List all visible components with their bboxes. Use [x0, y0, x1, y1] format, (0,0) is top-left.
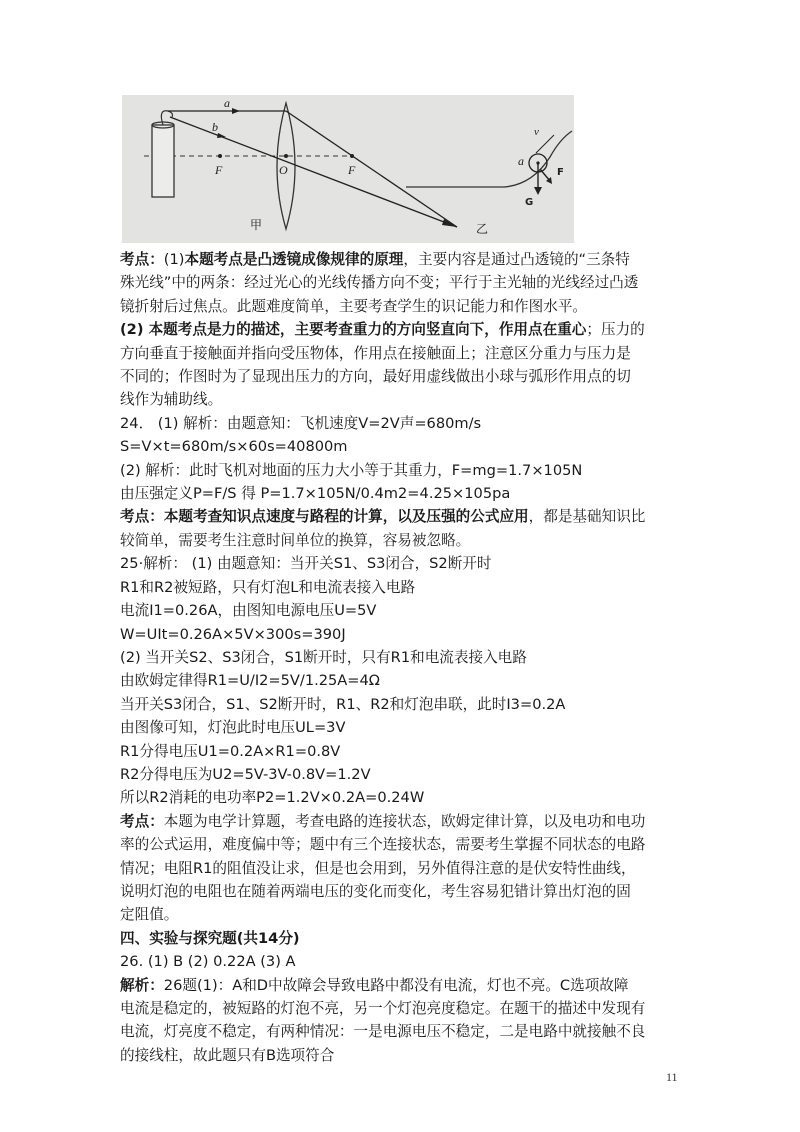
- section-heading: 四、实验与探究题(共14分): [120, 929, 300, 947]
- object-cylinder: [152, 125, 174, 197]
- page-number: 11: [666, 1070, 678, 1084]
- text-line: 殊光线”中的两条：经过光心的光线传播方向不变；平行于主光轴的光线经过凸透: [120, 274, 639, 292]
- text-line: R2分得电压为U2=5V-3V-0.8V=1.2V: [120, 765, 371, 783]
- text-line: 解析：26题(1)：A和D中故障会导致电路中都没有电流，灯也不亮。C选项故障: [120, 976, 629, 994]
- text-line: 电流是稳定的，被短路的灯泡不亮，另一个灯泡亮度稳定。在题干的描述中发现有: [120, 1000, 646, 1017]
- label-figure-yi: 乙: [476, 222, 489, 236]
- text-line: 当开关S3闭合，S1、S2断开时，R1、R2和灯泡串联，此时I3=0.2A: [120, 695, 566, 713]
- focal-point-left: [218, 154, 222, 158]
- text-line: R1和R2被短路，只有灯泡L和电流表接入电路: [120, 578, 416, 596]
- text-line: 26. (1) B (2) 0.22A (3) A: [120, 953, 296, 971]
- text-line: 的接线柱，故此题只有B选项符合: [120, 1046, 335, 1064]
- text-line: S=V×t=680m/s×60s=40800m: [120, 438, 348, 456]
- text-line: (2) 解析：此时飞机对地面的压力大小等于其重力，F=mg=1.7×105N: [120, 461, 583, 479]
- focal-point-right: [350, 154, 354, 158]
- text-line: 不同的；作图时为了显现出压力的方向，最好用虚线做出小球与弧形作用点的切: [120, 368, 631, 386]
- label-ball-a: a: [518, 154, 524, 168]
- text-line: 率的公式运用，难度偏中等；题中有三个连接状态，需要考生掌握不同状态的电路: [120, 836, 646, 854]
- text-line: 电流，灯亮度不稳定，有两种情况：一是电源电压不稳定，二是电路中就接触不良: [120, 1023, 646, 1041]
- text-line: 由欧姆定律得R1=U/I2=5V/1.25A=4Ω: [120, 672, 380, 690]
- text-line: 考点：本题考查知识点速度与路程的计算，以及压强的公式应用，都是基础知识比: [120, 508, 646, 526]
- label-focal-right: F: [348, 163, 356, 177]
- optical-center: [284, 154, 288, 158]
- text-line: (2) 本题考点是力的描述，主要考查重力的方向竖直向下，作用点在重心；压力的: [120, 321, 645, 339]
- text-line: 较简单，需要考生注意时间单位的换算，容易被忽略。: [120, 531, 471, 549]
- answer-text: [120, 248, 680, 1067]
- text-line: 说明灯泡的电阻也在随着两端电压的变化而变化，考生容易犯错计算出灯泡的固: [120, 882, 631, 900]
- physics-diagram-photo: [122, 95, 574, 243]
- text-line: 由图像可知，灯泡此时电压UL=3V: [120, 719, 346, 737]
- label-velocity-v: v: [534, 126, 539, 138]
- text-line: 线作为辅助线。: [120, 391, 223, 409]
- text-line: 考点：(1)本题考点是凸透镜成像规律的原理，主要内容是通过凸透镜的“三条特: [120, 251, 630, 268]
- label-figure-jia: 甲: [250, 218, 263, 232]
- label-gravity-g: G: [525, 197, 534, 208]
- text-line: 由压强定义P=F/S 得 P=1.7×105N/0.4m2=4.25×105pa: [120, 485, 511, 503]
- ray-a-refracted: [286, 111, 457, 227]
- label-focal-left: F: [215, 163, 223, 177]
- text-line: 定阻值。: [120, 906, 179, 924]
- text-line: 25·解析： (1) 由题意知：当开关S1、S3闭合，S2断开时: [120, 555, 492, 573]
- text-line: 24． (1) 解析：由题意知：飞机速度V=2V声=680m/s: [120, 414, 482, 432]
- text-line: (2) 当开关S2、S3闭合，S1断开时，只有R1和电流表接入电路: [120, 648, 527, 666]
- text-line: 所以R2消耗的电功率P2=1.2V×0.2A=0.24W: [120, 789, 425, 807]
- label-center-o: O: [279, 163, 288, 177]
- image-arrowhead: [442, 219, 457, 227]
- text-line: 方向垂直于接触面并指向受压物体，作用点在接触面上；注意区分重力与压力是: [120, 344, 631, 362]
- label-force-f: F: [557, 167, 564, 178]
- text-line: W=UIt=0.26A×5V×300s=390J: [120, 625, 346, 643]
- text-line: 镜折射后过焦点。此题难度简单，主要考查学生的识记能力和作图水平。: [120, 297, 588, 315]
- lens-and-ball-diagram: [122, 95, 574, 243]
- text-line: R1分得电压U1=0.2A×R1=0.8V: [120, 742, 341, 760]
- text-line: 考点：本题为电学计算题，考查电路的连接状态，欧姆定律计算，以及电功和电功: [120, 812, 646, 830]
- text-line: 电流I1=0.26A，由图知电源电压U=5V: [120, 602, 377, 620]
- text-line: 情况；电阻R1的阻值没让求，但是也会用到，另外值得注意的是伏安特性曲线，: [120, 859, 636, 877]
- label-b: b: [212, 120, 218, 134]
- label-a: a: [224, 96, 230, 110]
